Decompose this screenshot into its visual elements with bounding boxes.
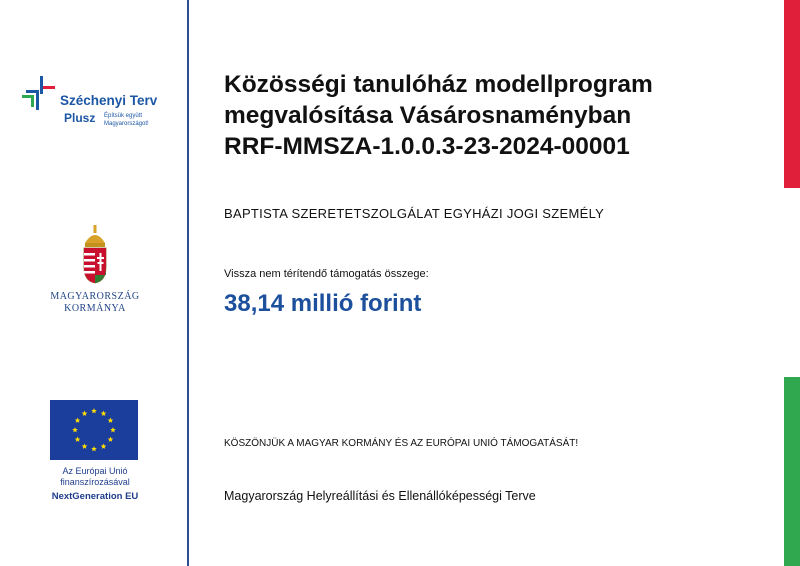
grant-amount: 38,14 millió forint [224, 290, 422, 317]
eu-star [75, 418, 81, 423]
szechenyi-plusz: Plusz [64, 111, 96, 125]
vertical-divider [187, 0, 189, 566]
project-title [224, 69, 764, 162]
logo-sidebar [0, 0, 188, 566]
government-line-1: MAGYARORSZÁG [50, 291, 140, 302]
eu-funding-logo [20, 400, 170, 510]
eu-star [82, 411, 88, 416]
title-line-1: Közösségi tanulóház modellprogram [224, 71, 653, 98]
title-line-3: RRF-MMSZA-1.0.0.3-23-2024-00001 [224, 133, 630, 160]
eu-line-2: finanszírozásával [60, 477, 130, 487]
eu-star [108, 437, 114, 442]
eu-star [91, 446, 97, 451]
hungarian-coat-of-arms-icon [80, 225, 110, 285]
red-stripe [784, 0, 800, 188]
recovery-plan-text: Magyarország Helyreállítási és Ellenállóképességi Terve [224, 489, 536, 503]
thanks-text: KÖSZÖNJÜK A MAGYAR KORMÁNY ÉS AZ EURÓPAI UNIÓ TÁMOGATÁSÁT! [224, 438, 579, 449]
szechenyi-terv-logo [22, 76, 172, 136]
green-stripe [784, 377, 800, 566]
eu-line-1: Az Európai Unió [62, 466, 128, 476]
eu-star [72, 427, 78, 432]
grant-amount-label: Vissza nem térítendő támogatás összege: [224, 268, 429, 280]
title-line-2: megvalósítása Vásárosnaményban [224, 102, 632, 129]
eu-flag-icon [50, 400, 138, 460]
government-text [20, 291, 170, 315]
eu-nextgeneration: NextGeneration EU [51, 491, 139, 502]
szechenyi-title: Széchenyi Terv [60, 93, 158, 108]
government-logo [20, 225, 170, 320]
eu-star [91, 408, 97, 413]
eu-star [110, 427, 116, 432]
eu-star [82, 443, 88, 448]
eu-text [20, 466, 170, 502]
government-line-2: KORMÁNYA [64, 303, 126, 314]
eu-star [101, 443, 107, 448]
beneficiary-organization: BAPTISTA SZERETETSZOLGÁLAT EGYHÁZI JOGI SZEMÉLY [224, 206, 605, 221]
eu-star [75, 437, 81, 442]
szechenyi-cross-icon [22, 76, 62, 116]
eu-star [101, 411, 107, 416]
eu-star [108, 418, 114, 423]
szechenyi-tagline: Építsük együtt Magyarországot! [104, 113, 149, 127]
